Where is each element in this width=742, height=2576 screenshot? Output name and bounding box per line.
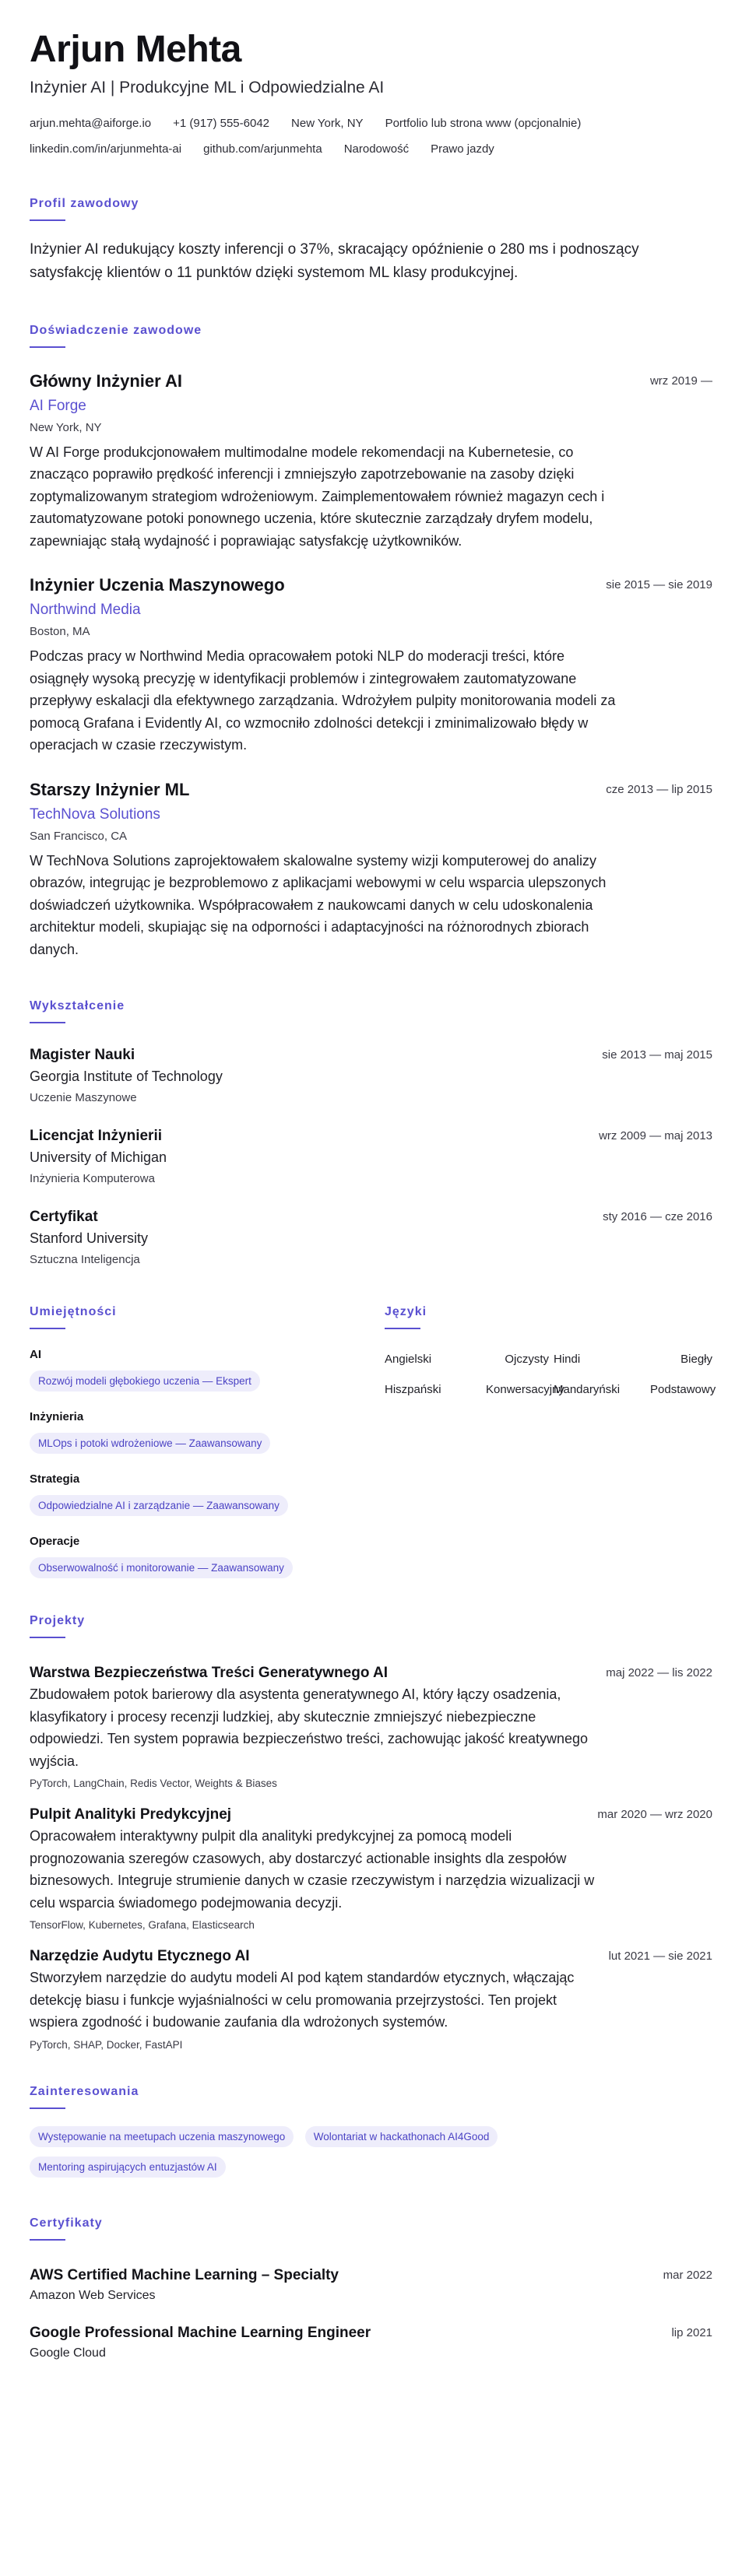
interests-section <box>30 2085 712 2187</box>
language-level: Ojczysty <box>505 1353 549 1367</box>
projects-section <box>30 1614 712 2051</box>
education-field: Sztuczna Inteligencja <box>30 1253 140 1267</box>
language-name: Hiszpański <box>385 1383 441 1397</box>
project-description: Stworzyłem narzędzie do audytu modeli AI pod kątem standardów etycznych, włączając detekcję biasu i funkcje wyjaśnialności w celu promowania przejrzystości. Ten projekt wspiera zgodność i budowanie zaufania dla wdrożonych systemów. <box>30 1970 575 2030</box>
job-entry <box>30 780 712 961</box>
skill-group <box>30 1410 385 1454</box>
skills-section <box>30 1305 385 1578</box>
language-level: Podstawowy <box>650 1383 716 1397</box>
project-tech-stack: TensorFlow, Kubernetes, Grafana, Elasticsearch <box>30 1919 255 1932</box>
project-entry <box>30 1806 712 1931</box>
language-name: Mandaryński <box>554 1383 621 1397</box>
education-school: University of Michigan <box>30 1149 167 1166</box>
language-level: Biegły <box>680 1353 712 1367</box>
education-degree: Magister Nauki <box>30 1047 135 1064</box>
project-date: mar 2020 — wrz 2020 <box>597 1808 712 1822</box>
contact-github[interactable]: github.com/arjunmehta <box>203 142 322 156</box>
section-divider <box>30 2107 65 2109</box>
job-company: Northwind Media <box>30 602 141 619</box>
education-entry <box>30 1209 712 1266</box>
candidate-headline: Inżynier AI | Produkcyjne ML i Odpowiedzialne AI <box>30 78 385 97</box>
project-tech-stack: PyTorch, SHAP, Docker, FastAPI <box>30 2038 183 2051</box>
section-divider <box>30 1022 65 1023</box>
contact-nationality: Narodowość <box>343 142 410 156</box>
skill-category: Inżynieria <box>30 1410 84 1424</box>
project-title: Narzędzie Audytu Etycznego AI <box>30 1948 250 1965</box>
language-list <box>385 1353 716 1397</box>
job-title: Główny Inżynier AI <box>30 370 182 391</box>
summary-heading: Profil zawodowy <box>30 196 139 210</box>
project-tech-stack: PyTorch, LangChain, Redis Vector, Weights & Biases <box>30 1778 277 1790</box>
contact-list <box>30 116 712 167</box>
education-field: Uczenie Maszynowe <box>30 1091 137 1105</box>
job-company: TechNova Solutions <box>30 805 160 823</box>
education-heading: Wykształcenie <box>30 999 125 1013</box>
contact-email[interactable]: arjun.mehta@aiforge.io <box>30 116 152 130</box>
certification-name: Google Professional Machine Learning Engineer <box>30 2324 371 2341</box>
project-date: maj 2022 — lis 2022 <box>606 1666 712 1680</box>
project-entry <box>30 1948 712 2051</box>
skill-group <box>30 1535 385 1578</box>
skill-group <box>30 1472 385 1516</box>
languages-heading: Języki <box>385 1305 427 1319</box>
project-title: Warstwa Bezpieczeństwa Treści Generatywnego AI <box>30 1665 389 1682</box>
education-date: sie 2013 — maj 2015 <box>602 1048 712 1062</box>
job-entry <box>30 371 712 553</box>
skill-category: AI <box>30 1348 41 1362</box>
job-date: cze 2013 — lip 2015 <box>606 782 712 796</box>
contact-license: Prawo jazdy <box>431 142 494 156</box>
skill-group <box>30 1348 385 1392</box>
project-description: Zbudowałem potok barierowy dla asystenta generatywnego AI, który łączy osadzenia, klasyfikatory i procesy recenzji ludzkiej, aby skutecznie zmniejszyć niebezpieczne odpowiedzi. Ten system poprawia bezpieczeństwo treści, zachowując jakość kreatywnego wyjścia. <box>30 1686 589 1769</box>
contact-linkedin[interactable]: linkedin.com/in/arjunmehta-ai <box>30 142 182 156</box>
interests-heading: Zainteresowania <box>30 2084 139 2098</box>
job-location: San Francisco, CA <box>30 829 128 843</box>
job-entry <box>30 575 712 756</box>
section-divider <box>30 346 65 348</box>
summary-section <box>30 197 712 285</box>
job-title: Inżynier Uczenia Maszynowego <box>30 575 285 595</box>
language-level: Konwersacyjny <box>486 1383 564 1397</box>
job-description: Podczas pracy w Northwind Media opracowałem potoki NLP do moderacji treści, które osiągnęły wysoką precyzję w identyfikacji problemów i zintegrowałem zautomatyzowane przepływy eskalacji dla efektywnego zarządzania. Wdrożyłem pulpity monitorowania modeli za pomocą Grafana i Evidently AI, co wzmocniło zdolności detekcji i zminimalizowało błędy w operacjach w czasie rzeczywistym. <box>30 648 616 753</box>
contact-phone[interactable]: +1 (917) 555-6042 <box>173 116 270 130</box>
job-date: wrz 2019 — <box>649 374 712 388</box>
interest-chip: Wolontariat w hackathonach AI4Good <box>305 2126 498 2147</box>
interest-chip: Mentoring aspirujących entuzjastów AI <box>30 2157 226 2178</box>
job-date: sie 2015 — sie 2019 <box>606 578 712 592</box>
candidate-name: Arjun Mehta <box>30 29 241 70</box>
section-divider <box>30 219 65 221</box>
section-divider <box>385 1328 420 1329</box>
certification-issuer: Amazon Web Services <box>30 2288 156 2302</box>
job-location: New York, NY <box>30 420 102 434</box>
certifications-heading: Certyfikaty <box>30 2216 103 2230</box>
certification-entry <box>30 2267 712 2303</box>
skill-category: Operacje <box>30 1535 80 1549</box>
skill-chip: Odpowiedzialne AI i zarządzanie — Zaawansowany <box>30 1495 288 1516</box>
contact-location: New York, NY <box>291 116 364 130</box>
education-degree: Certyfikat <box>30 1209 98 1226</box>
experience-section <box>30 324 712 961</box>
certification-entry <box>30 2325 712 2360</box>
project-title: Pulpit Analityki Predykcyjnej <box>30 1806 232 1823</box>
certification-date: lip 2021 <box>671 2325 712 2339</box>
certification-date: mar 2022 <box>663 2268 712 2282</box>
certification-name: AWS Certified Machine Learning – Specialty <box>30 2266 339 2283</box>
language-name: Hindi <box>554 1353 581 1367</box>
job-company: AI Forge <box>30 397 86 414</box>
experience-heading: Doświadczenie zawodowe <box>30 323 202 337</box>
education-entry <box>30 1047 712 1104</box>
project-description: Opracowałem interaktywny pulpit dla analityki predykcyjnej za pomocą modeli prognozowania szeregów czasowych, aby dostarczyć actionable insights dla zespołów biznesowych. Integruje strumienie danych w czasie rzeczywistym i narzędzia wizualizacji w celu wsparcia świadomego podejmowania decyzji. <box>30 1828 595 1911</box>
projects-heading: Projekty <box>30 1614 86 1628</box>
job-title: Starszy Inżynier ML <box>30 779 190 799</box>
education-date: sty 2016 — cze 2016 <box>603 1210 712 1224</box>
education-school: Georgia Institute of Technology <box>30 1069 223 1085</box>
skills-heading: Umiejętności <box>30 1305 117 1319</box>
skill-chip: Obserwowalność i monitorowanie — Zaawansowany <box>30 1557 293 1578</box>
skill-chip: Rozwój modeli głębokiego uczenia — Ekspert <box>30 1370 260 1392</box>
skill-category: Strategia <box>30 1472 80 1486</box>
project-date: lut 2021 — sie 2021 <box>608 1950 712 1964</box>
job-description: W AI Forge produkcjonowałem multimodalne modele rekomendacji na Kubernetesie, co znacząco poprawiło prędkość inferencji i zmniejszyło zapotrzebowanie na zasoby dzięki zoptymalizowanym strategiom wdrożeniowym. Zaimplementowałem również magazyn cech i zautomatyzowane potoki ponownego uczenia, które skutecznie zarządzały dryfem modelu, zapewniając stałą wydajność i poprawiając satysfakcję użytkowników. <box>30 444 605 549</box>
certifications-section <box>30 2216 712 2360</box>
section-divider <box>30 2239 65 2241</box>
education-degree: Licencjat Inżynierii <box>30 1128 162 1145</box>
project-entry <box>30 1665 712 1789</box>
job-location: Boston, MA <box>30 625 90 639</box>
language-name: Angielski <box>385 1353 432 1367</box>
summary-text: Inżynier AI redukujący koszty inferencji o 37%, skracający opóźnienie o 280 ms i podnoszący satysfakcję klientów o 11 punktów dzięki systemom ML klasy produkcyjnej. <box>30 240 639 281</box>
education-entry <box>30 1128 712 1185</box>
contact-website[interactable]: Portfolio lub strona www (opcjonalnie) <box>385 116 582 130</box>
languages-section <box>385 1305 716 1578</box>
job-description: W TechNova Solutions zaprojektowałem skalowalne systemy wizji komputerowej do analizy obrazów, integrując je bezproblemowo z aplikacjami webowymi w celu wsparcia ulepszonych doświadczeń użytkownika. Współpracowałem z naukowcami danych w celu udoskonalenia architektur modeli, skupiając się na odporności i adaptacyjności na różnorodnych zbiorach danych. <box>30 852 607 957</box>
section-divider <box>30 1328 65 1329</box>
interest-chip: Występowanie na meetupach uczenia maszynowego <box>30 2126 294 2147</box>
skills-languages-row <box>30 1305 716 1578</box>
certification-issuer: Google Cloud <box>30 2346 106 2360</box>
skill-chip: MLOps i potoki wdrożeniowe — Zaawansowany <box>30 1433 270 1454</box>
education-section <box>30 999 712 1266</box>
resume-header <box>30 30 712 167</box>
education-field: Inżynieria Komputerowa <box>30 1172 155 1186</box>
education-date: wrz 2009 — maj 2013 <box>599 1129 712 1143</box>
education-school: Stanford University <box>30 1230 149 1247</box>
section-divider <box>30 1637 65 1638</box>
interest-list <box>30 2126 684 2187</box>
